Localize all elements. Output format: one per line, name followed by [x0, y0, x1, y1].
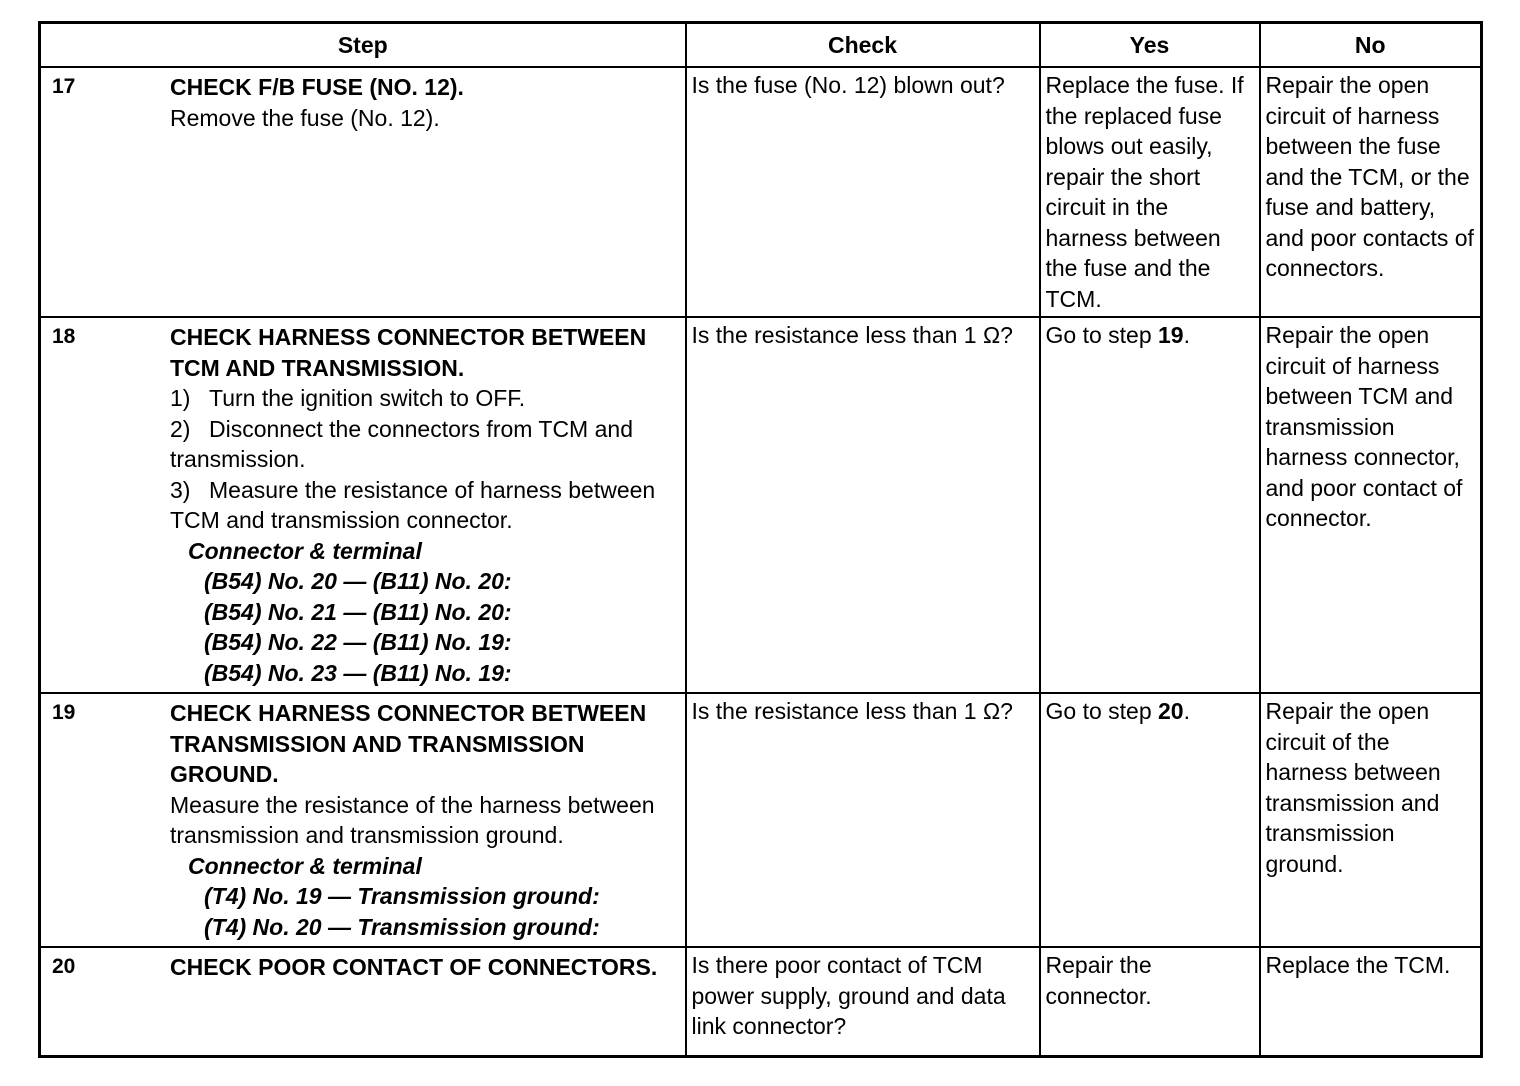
step-title: CHECK HARNESS CONNECTOR BETWEEN TRANSMISSION AND TRANSMISSION GROUND. [170, 700, 647, 787]
yes-suffix: . [1183, 698, 1190, 724]
step-number: 20 [52, 955, 76, 978]
check-cell: Is the fuse (No. 12) blown out? [686, 67, 1040, 317]
step-number: 17 [52, 75, 76, 98]
terminal-pair: (B54) No. 23 — (B11) No. 19: [204, 659, 512, 686]
step-title: CHECK F/B FUSE (NO. 12). [170, 74, 464, 100]
header-no: No [1260, 23, 1482, 68]
yes-prefix: Go to step [1045, 322, 1159, 348]
step-cell [40, 693, 686, 947]
substep-text: Disconnect the connectors from TCM and transmission. [170, 415, 633, 472]
step-reference: 20 [1158, 698, 1184, 724]
table-row [40, 947, 1482, 1057]
yes-cell [1040, 317, 1260, 693]
step-substep [170, 475, 676, 536]
terminal-pair: (T4) No. 20 — Transmission ground: [204, 913, 600, 940]
header-check: Check [686, 23, 1040, 68]
connector-terminal-label: Connector & terminal [188, 852, 422, 879]
table-row [40, 317, 1482, 693]
yes-cell: Replace the fuse. If the replaced fuse blows out easily, repair the short circuit in the harness between the fuse and the TCM. [1040, 67, 1260, 317]
yes-prefix: Go to step [1045, 698, 1159, 724]
check-cell: Is there poor contact of TCM power supply, ground and data link connector? [686, 947, 1040, 1057]
step-instruction: Remove the fuse (No. 12). [170, 104, 440, 131]
step-cell [40, 317, 686, 693]
connector-terminal-label: Connector & terminal [188, 537, 422, 564]
step-reference: 19 [1158, 322, 1184, 348]
step-instruction: Measure the resistance of the harness between transmission and transmission ground. [170, 791, 655, 848]
substep-text: Measure the resistance of harness between TCM and transmission connector. [170, 476, 656, 533]
no-cell: Repair the open circuit of the harness between transmission and transmission ground. [1260, 693, 1482, 947]
step-cell [40, 67, 686, 317]
yes-suffix: . [1183, 322, 1190, 348]
header-step: Step [40, 23, 686, 68]
terminal-pair: (T4) No. 19 — Transmission ground: [204, 883, 600, 909]
table-row [40, 693, 1482, 947]
table-row [40, 67, 1482, 317]
diagnostic-table [38, 21, 1483, 1058]
yes-cell [1040, 693, 1260, 947]
check-cell: Is the resistance less than 1 Ω? [686, 693, 1040, 947]
step-number: 18 [52, 325, 76, 348]
no-cell: Repair the open circuit of harness between TCM and transmission harness connector, and poor contact of connector. [1260, 317, 1482, 693]
step-title: CHECK POOR CONTACT OF CONNECTORS. [170, 954, 658, 980]
check-cell: Is the resistance less than 1 Ω? [686, 317, 1040, 693]
step-cell [40, 947, 686, 1057]
terminal-pair: (B54) No. 21 — (B11) No. 20: [204, 598, 512, 625]
yes-cell: Repair the connector. [1040, 947, 1260, 1057]
step-substep [170, 383, 676, 414]
substep-number: 2) [170, 415, 191, 442]
terminal-pair: (B54) No. 22 — (B11) No. 19: [204, 629, 512, 655]
substep-number: 3) [170, 476, 191, 503]
header-row [40, 23, 1482, 68]
no-cell: Repair the open circuit of harness between the fuse and the TCM, or the fuse and battery, and poor contacts of connectors. [1260, 67, 1482, 317]
step-title: CHECK HARNESS CONNECTOR BETWEEN TCM AND TRANSMISSION. [170, 324, 647, 381]
step-substep [170, 414, 676, 475]
header-yes: Yes [1040, 23, 1260, 68]
no-cell: Replace the TCM. [1260, 947, 1482, 1057]
substep-number: 1) [170, 385, 191, 411]
terminal-pair: (B54) No. 20 — (B11) No. 20: [204, 568, 512, 594]
step-number: 19 [52, 701, 76, 724]
substep-text: Turn the ignition switch to OFF. [209, 385, 526, 411]
